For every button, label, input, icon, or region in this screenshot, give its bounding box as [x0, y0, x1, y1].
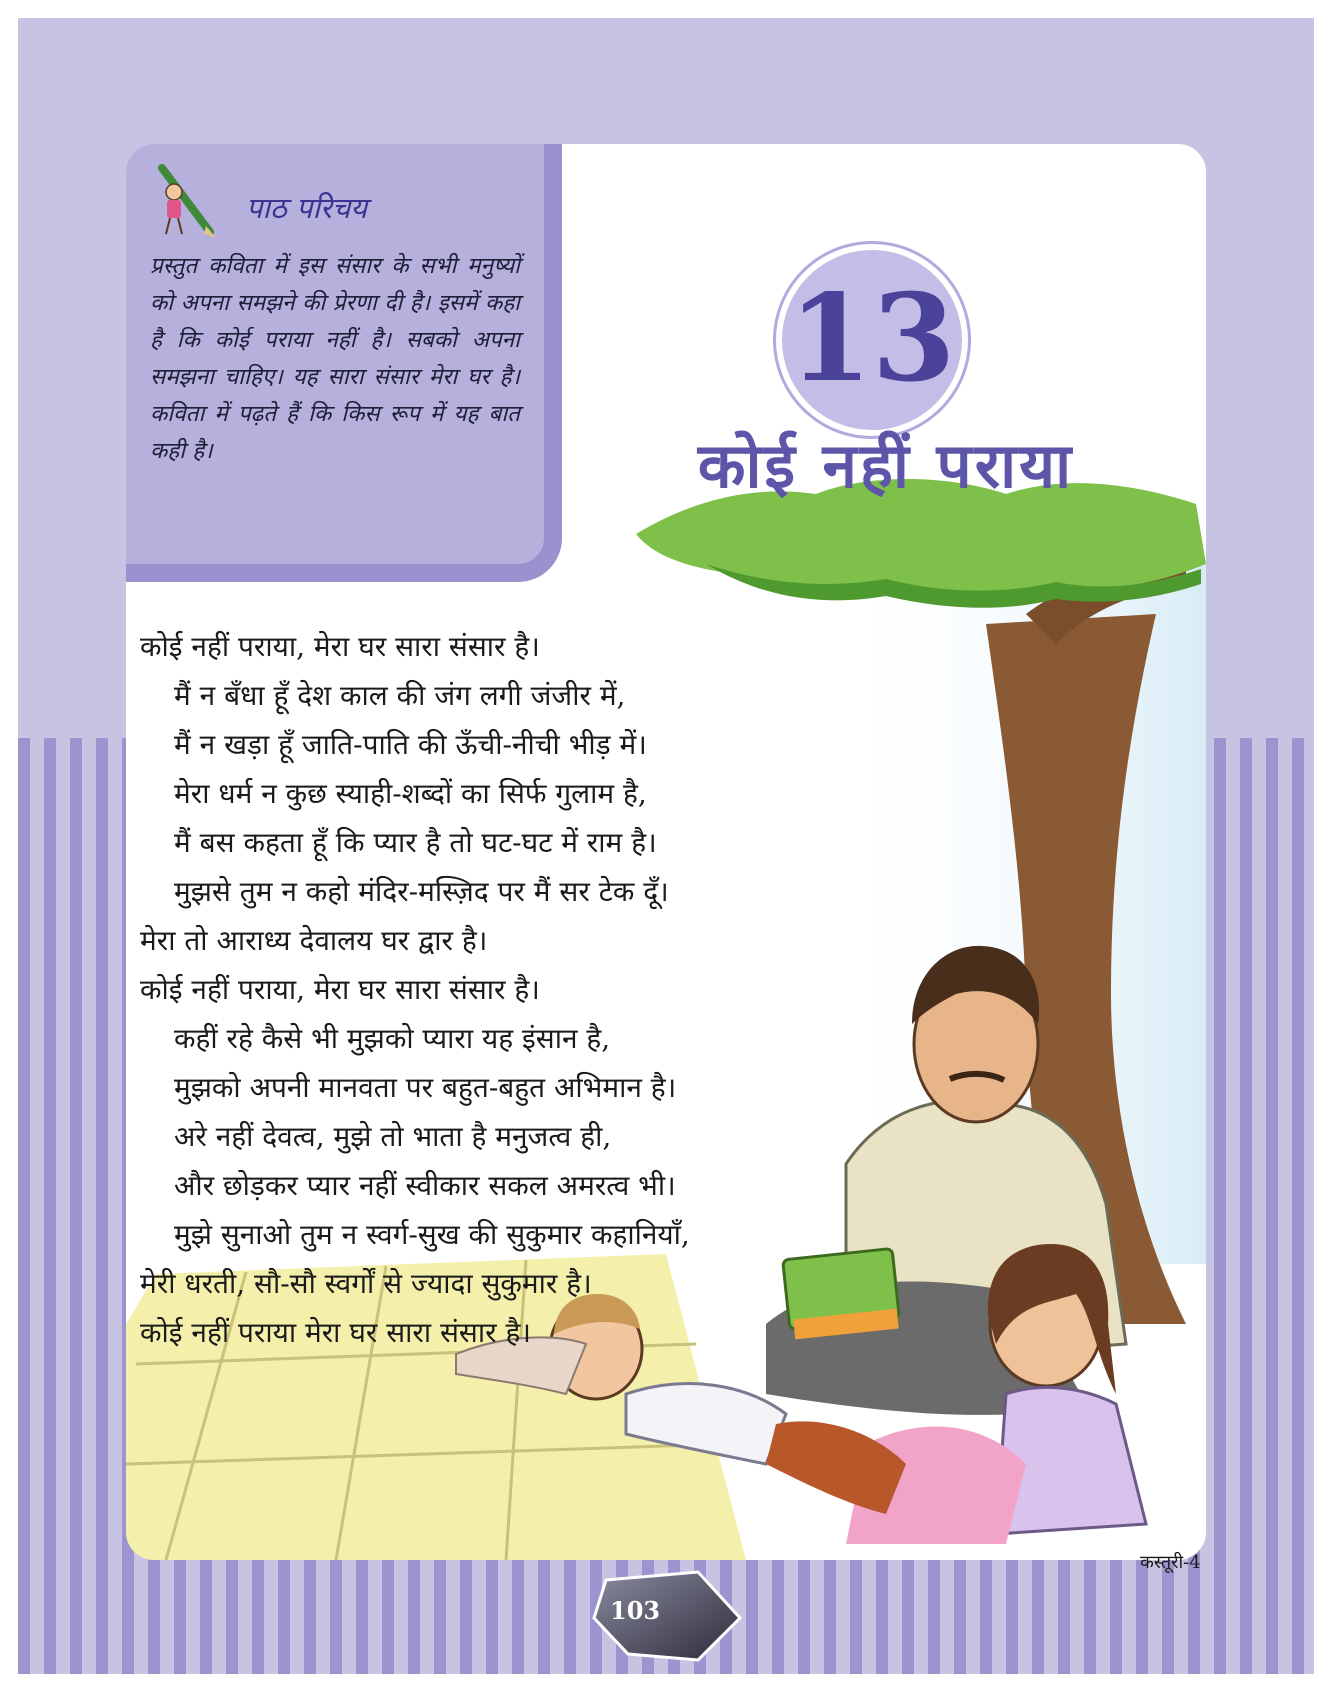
poem-line: कहीं रहे कैसे भी मुझको प्यारा यह इंसान है, [174, 1022, 611, 1055]
poem-line: मैं न खड़ा हूँ जाति-पाति की ऊँची-नीची भीड़ में। [174, 728, 647, 761]
poem-line: मेरा तो आराध्य देवालय घर द्वार है। [140, 924, 488, 957]
poem-line: कोई नहीं पराया, मेरा घर सारा संसार है। [140, 973, 540, 1006]
poem-line: अरे नहीं देवत्व, मुझे तो भाता है मनुजत्व ही, [174, 1120, 612, 1153]
poem-line: मेरी धरती, सौ-सौ स्वर्गों से ज्यादा सुकुमार है। [140, 1267, 592, 1300]
page-number: 103 [610, 1596, 661, 1625]
poem-text [140, 622, 940, 1357]
poem-line: और छोड़कर प्यार नहीं स्वीकार सकल अमरत्व भी। [174, 1169, 676, 1202]
lesson-intro-text: प्रस्तुत कविता में इस संसार के सभी मनुष्यों को अपना समझने की प्रेरणा दी है। इसमें कहा है कि कोई पराया नहीं है। सबको अपना समझना चाहिए। यह सारा संसार मेरा घर है। कविता में पढ़ते हैं कि किस रूप में यह बात कही है। [150, 253, 520, 464]
content-card [126, 144, 1206, 1560]
poem-line: कोई नहीं पराया मेरा घर सारा संसार है। [140, 1316, 531, 1349]
chapter-number: 13 [788, 268, 956, 409]
poem-line: मुझको अपनी मानवता पर बहुत-बहुत अभिमान है। [174, 1071, 677, 1104]
pencil-girl-icon [154, 164, 218, 240]
lesson-intro-heading: पाठ परिचय [246, 191, 368, 225]
chapter-number-badge [776, 244, 968, 436]
poem-line: कोई नहीं पराया, मेरा घर सारा संसार है। [140, 630, 540, 663]
chapter-title: कोई नहीं पराया [697, 429, 1075, 502]
poem-line: मुझसे तुम न कहो मंदिर-मस्ज़िद पर मैं सर टेक दूँ। [174, 875, 669, 908]
poem-line: मुझे सुनाओ तुम न स्वर्ग-सुख की सुकुमार कहानियाँ, [174, 1218, 690, 1251]
lesson-intro-box [126, 144, 562, 582]
poem-line: मेरा धर्म न कुछ स्याही-शब्दों का सिर्फ गुलाम है, [174, 777, 647, 810]
poem-line: मैं न बँधा हूँ देश काल की जंग लगी जंजीर में, [174, 679, 626, 712]
poem-line: मैं बस कहता हूँ कि प्यार है तो घट-घट में राम है। [174, 826, 657, 859]
book-name: कस्तूरी-4 [1140, 1552, 1201, 1573]
